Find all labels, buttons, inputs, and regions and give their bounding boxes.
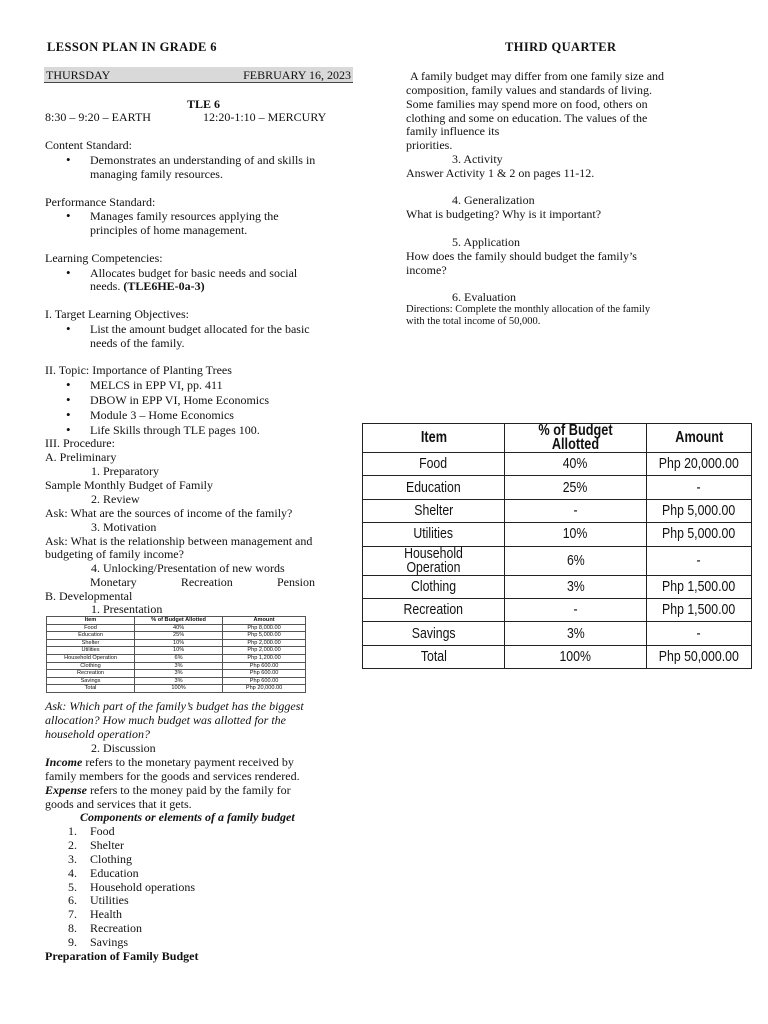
- cell-percent: [504, 476, 646, 499]
- cell-item: Clothing: [47, 662, 135, 670]
- cell-amount: Php 600.00: [223, 670, 306, 678]
- components-list: [68, 824, 195, 949]
- table-row: [363, 499, 752, 522]
- new-words: [90, 575, 315, 589]
- list-text: Health: [90, 907, 122, 922]
- preliminary-label: A. Preliminary: [45, 450, 117, 464]
- cell-percent-text: 3%: [566, 624, 585, 642]
- objectives-cont: needs of the family.: [90, 336, 185, 350]
- performance-standard-bullet: • Manages family resources applying the: [90, 209, 279, 223]
- header-amount-text: Amount: [674, 429, 723, 446]
- content-standard-cont: managing family resources.: [90, 167, 223, 181]
- content-standard-label: Content Standard:: [45, 138, 132, 152]
- cell-amount: Php 8,000.00: [223, 624, 306, 632]
- schedule-slot-1: 8:30 – 9:20 – EARTH: [45, 110, 151, 124]
- cell-item-text: Total: [420, 647, 447, 665]
- topic-bullet-4: • Life Skills through TLE pages 100.: [90, 423, 260, 437]
- list-item: [68, 893, 195, 907]
- cell-item-text: Savings: [411, 624, 456, 642]
- presentation-label: 1. Presentation: [91, 602, 163, 616]
- word-2: Recreation: [180, 575, 233, 589]
- objectives-label: I. Target Learning Objectives:: [45, 307, 189, 321]
- table-row: [47, 670, 306, 678]
- table-row: [47, 632, 306, 640]
- generalization-text: What is budgeting? Why is it important?: [406, 207, 602, 221]
- day-label: THURSDAY: [46, 68, 111, 82]
- intro-paragraph-3: Some families may spend more on food, others on: [406, 97, 648, 111]
- motivation-label: 3. Motivation: [91, 520, 157, 534]
- ask-question-3: household operation?: [45, 727, 150, 741]
- learning-competencies-cont: [90, 279, 205, 293]
- cell-percent: 3%: [135, 662, 223, 670]
- table-header-row: [47, 617, 306, 625]
- objectives-bullet: • List the amount budget allocated for the basic: [90, 322, 310, 336]
- developmental-label: B. Developmental: [45, 589, 133, 603]
- table-row: [363, 453, 752, 476]
- list-text: Utilities: [90, 893, 129, 908]
- cell-percent: 25%: [135, 632, 223, 640]
- table-row: [47, 662, 306, 670]
- list-text: Household operations: [90, 879, 195, 894]
- generalization-label: 4. Generalization: [452, 193, 535, 207]
- table-row: [363, 598, 752, 621]
- list-number: 1.: [68, 824, 77, 838]
- table-row: [363, 575, 752, 598]
- cell-percent-text: -: [573, 501, 578, 519]
- date-label: FEBRUARY 16, 2023: [243, 68, 351, 82]
- cell-amount: Php 600.00: [223, 662, 306, 670]
- cell-percent: 3%: [135, 677, 223, 685]
- cell-percent: 3%: [135, 670, 223, 678]
- header-item: Item: [47, 617, 135, 625]
- lesson-plan-title: LESSON PLAN IN GRADE 6: [47, 40, 217, 54]
- cell-percent: 100%: [135, 685, 223, 693]
- cell-amount: [646, 598, 751, 621]
- table-row: [47, 647, 306, 655]
- competency-text: needs.: [90, 279, 121, 293]
- learning-competencies-label: Learning Competencies:: [45, 251, 163, 265]
- procedure-label: III. Procedure:: [45, 436, 115, 450]
- cell-percent-text: 40%: [563, 455, 588, 473]
- list-number: 9.: [68, 935, 77, 950]
- table-row: [363, 622, 752, 645]
- review-label: 2. Review: [91, 492, 140, 506]
- header-amount: Amount: [223, 617, 306, 625]
- table-row: [47, 685, 306, 693]
- list-number: 2.: [68, 837, 77, 852]
- list-text: Savings: [90, 935, 129, 950]
- cell-item: [363, 622, 505, 645]
- intro-paragraph-6: priorities.: [406, 138, 453, 152]
- cell-percent: 6%: [135, 654, 223, 662]
- cell-amount-text: Php 5,000.00: [662, 501, 736, 519]
- topic-bullet-3: • Module 3 – Home Economics: [90, 408, 234, 422]
- cell-amount: Php 2,000.00: [223, 639, 306, 647]
- ask-question-2: allocation? How much budget was allotted for the: [45, 713, 286, 727]
- list-text: Recreation: [90, 921, 142, 936]
- cell-item: [363, 499, 505, 522]
- expense-def-cont: goods and services that it gets.: [45, 797, 192, 811]
- content-standard-bullet: • Demonstrates an understanding of and skills in: [90, 153, 315, 167]
- competency-code: (TLE6HE-0a-3): [123, 279, 205, 293]
- list-item: [68, 866, 195, 880]
- cell-item: [363, 546, 505, 575]
- list-item: [68, 935, 195, 949]
- cell-item-text: Utilities: [413, 525, 454, 543]
- intro-paragraph-5: family influence its: [406, 124, 500, 138]
- topic-label: II. Topic: Importance of Planting Trees: [45, 363, 232, 377]
- quarter-title: THIRD QUARTER: [505, 40, 617, 54]
- cell-item: Household Operation: [47, 654, 135, 662]
- cell-percent-text: 6%: [566, 551, 585, 569]
- cell-amount-text: -: [696, 624, 702, 642]
- expense-definition: [45, 783, 291, 797]
- date-band: [44, 67, 353, 83]
- intro-paragraph-4: clothing and some on education. The values of the: [406, 111, 648, 125]
- cell-percent-text: 25%: [563, 478, 588, 496]
- list-item: [68, 824, 195, 838]
- cell-item: [363, 575, 505, 598]
- cell-item: Utilities: [47, 647, 135, 655]
- cell-item: Total: [47, 685, 135, 693]
- table-row: [47, 624, 306, 632]
- cell-amount: Php 2,000.00: [223, 647, 306, 655]
- cell-amount: Php 5,000.00: [223, 632, 306, 640]
- directions-text-2: with the total income of 50,000.: [406, 316, 541, 327]
- cell-percent: [504, 523, 646, 546]
- table-row: [363, 546, 752, 575]
- cell-amount: [646, 622, 751, 645]
- header-amount: [646, 424, 751, 453]
- cell-percent: [504, 575, 646, 598]
- list-number: 8.: [68, 921, 77, 936]
- list-item: [68, 880, 195, 894]
- income-def-cont: family members for the goods and services rendered.: [45, 769, 300, 783]
- cell-item-text: Food: [419, 455, 448, 473]
- directions-text-1: Directions: Complete the monthly allocation of the family: [406, 304, 651, 315]
- topic-bullet-2: • DBOW in EPP VI, Home Economics: [90, 393, 269, 407]
- list-number: 4.: [68, 865, 77, 880]
- cell-amount-text: Php 20,000.00: [658, 455, 739, 473]
- cell-amount: [646, 476, 751, 499]
- cell-item-text: Recreation: [403, 601, 464, 619]
- cell-percent: 10%: [135, 639, 223, 647]
- header-percent-text: % of Budget Allotted: [538, 422, 613, 453]
- list-text: Shelter: [90, 837, 124, 852]
- table-row: [47, 639, 306, 647]
- cell-percent: [504, 546, 646, 575]
- cell-amount: [646, 546, 751, 575]
- table-row: [47, 677, 306, 685]
- cell-amount: [646, 575, 751, 598]
- cell-percent-text: 3%: [566, 577, 585, 595]
- cell-item: [363, 476, 505, 499]
- list-item: [68, 907, 195, 921]
- table-row: [363, 523, 752, 546]
- list-number: 6.: [68, 893, 77, 908]
- cell-item: [363, 453, 505, 476]
- cell-percent-text: 100%: [559, 647, 592, 665]
- cell-percent: [504, 645, 646, 668]
- expense-term: Expense: [45, 783, 87, 797]
- table-header-row: [363, 424, 752, 453]
- cell-amount-text: -: [696, 551, 702, 569]
- table-row: [47, 654, 306, 662]
- word-3: Pension: [276, 575, 315, 589]
- income-definition: [45, 755, 294, 769]
- cell-amount: Php 600.00: [223, 677, 306, 685]
- list-text: Food: [90, 824, 115, 838]
- list-item: [68, 838, 195, 852]
- cell-percent: [504, 622, 646, 645]
- preparatory-text: Sample Monthly Budget of Family: [45, 478, 213, 492]
- application-label: 5. Application: [452, 235, 520, 249]
- ask-question-1: Ask: Which part of the family’s budget has the biggest: [45, 699, 304, 713]
- list-number: 3.: [68, 851, 77, 866]
- preparatory-label: 1. Preparatory: [91, 464, 159, 478]
- discussion-label: 2. Discussion: [91, 741, 156, 755]
- list-number: 7.: [68, 907, 77, 922]
- cell-item: Shelter: [47, 639, 135, 647]
- cell-percent: [504, 453, 646, 476]
- cell-percent-text: -: [573, 601, 578, 619]
- cell-amount: Php 20,000.00: [223, 685, 306, 693]
- schedule-slot-2: 12:20-1:10 – MERCURY: [203, 110, 327, 124]
- unlocking-label: 4. Unlocking/Presentation of new words: [91, 561, 285, 575]
- cell-amount: [646, 523, 751, 546]
- cell-percent-text: 10%: [563, 525, 588, 543]
- header-percent: [504, 424, 646, 453]
- expense-def-text: refers to the money paid by the family for: [87, 783, 291, 797]
- cell-percent: 40%: [135, 624, 223, 632]
- intro-paragraph-2: composition, family values and standards of living.: [406, 83, 652, 97]
- performance-standard-cont: principles of home management.: [90, 223, 248, 237]
- cell-percent: [504, 598, 646, 621]
- cell-item: Food: [47, 624, 135, 632]
- activity-text: Answer Activity 1 & 2 on pages 11-12.: [406, 166, 595, 180]
- subject-title: TLE 6: [187, 97, 221, 111]
- list-item: [68, 852, 195, 866]
- topic-bullet-1: • MELCS in EPP VI, pp. 411: [90, 378, 223, 392]
- cell-amount: [646, 499, 751, 522]
- cell-item: Recreation: [47, 670, 135, 678]
- cell-item: [363, 645, 505, 668]
- cell-item-text: Household Operation: [404, 544, 463, 576]
- learning-competencies-bullet: • Allocates budget for basic needs and social: [90, 266, 297, 280]
- performance-standard-label: Performance Standard:: [45, 195, 156, 209]
- header-percent: % of Budget Allotted: [135, 617, 223, 625]
- cell-item-text: Education: [406, 478, 461, 496]
- cell-item: Education: [47, 632, 135, 640]
- list-number: 5.: [68, 879, 77, 894]
- cell-amount-text: Php 1,500.00: [662, 601, 736, 619]
- table-row: [363, 476, 752, 499]
- preparation-title: Preparation of Family Budget: [45, 949, 199, 963]
- cell-item: Savings: [47, 677, 135, 685]
- application-text-2: income?: [406, 263, 447, 277]
- motivation-text-1: Ask: What is the relationship between management and: [45, 534, 313, 548]
- review-text: Ask: What are the sources of income of the family?: [45, 506, 293, 520]
- big-budget-table: [362, 423, 752, 669]
- header-item: [363, 424, 505, 453]
- application-text-1: How does the family should budget the family’s: [406, 249, 637, 263]
- list-text: Clothing: [90, 851, 133, 866]
- list-item: [68, 921, 195, 935]
- list-text: Education: [90, 865, 139, 880]
- cell-amount: [646, 645, 751, 668]
- evaluation-label: 6. Evaluation: [452, 290, 516, 304]
- cell-amount-text: -: [696, 478, 702, 496]
- components-title: Components or elements of a family budget: [80, 810, 295, 824]
- cell-item: [363, 523, 505, 546]
- header-item-text: Item: [420, 429, 447, 446]
- cell-amount-text: Php 50,000.00: [658, 647, 739, 665]
- cell-amount-text: Php 1,500.00: [662, 577, 736, 595]
- income-def-text: refers to the monetary payment received by: [82, 755, 294, 769]
- word-1: Monetary: [90, 575, 137, 589]
- intro-paragraph-1: A family budget may differ from one family size and: [410, 69, 665, 83]
- motivation-text-2: budgeting of family income?: [45, 547, 184, 561]
- table-row: [363, 645, 752, 668]
- cell-amount-text: Php 5,000.00: [662, 525, 736, 543]
- cell-amount: Php 1,200.00: [223, 654, 306, 662]
- activity-label: 3. Activity: [452, 152, 503, 166]
- cell-percent: 10%: [135, 647, 223, 655]
- cell-item-text: Clothing: [410, 577, 457, 595]
- cell-item: [363, 598, 505, 621]
- cell-percent: [504, 499, 646, 522]
- cell-item-text: Shelter: [413, 501, 453, 519]
- income-term: Income: [45, 755, 83, 769]
- small-budget-table: [46, 616, 306, 693]
- cell-amount: [646, 453, 751, 476]
